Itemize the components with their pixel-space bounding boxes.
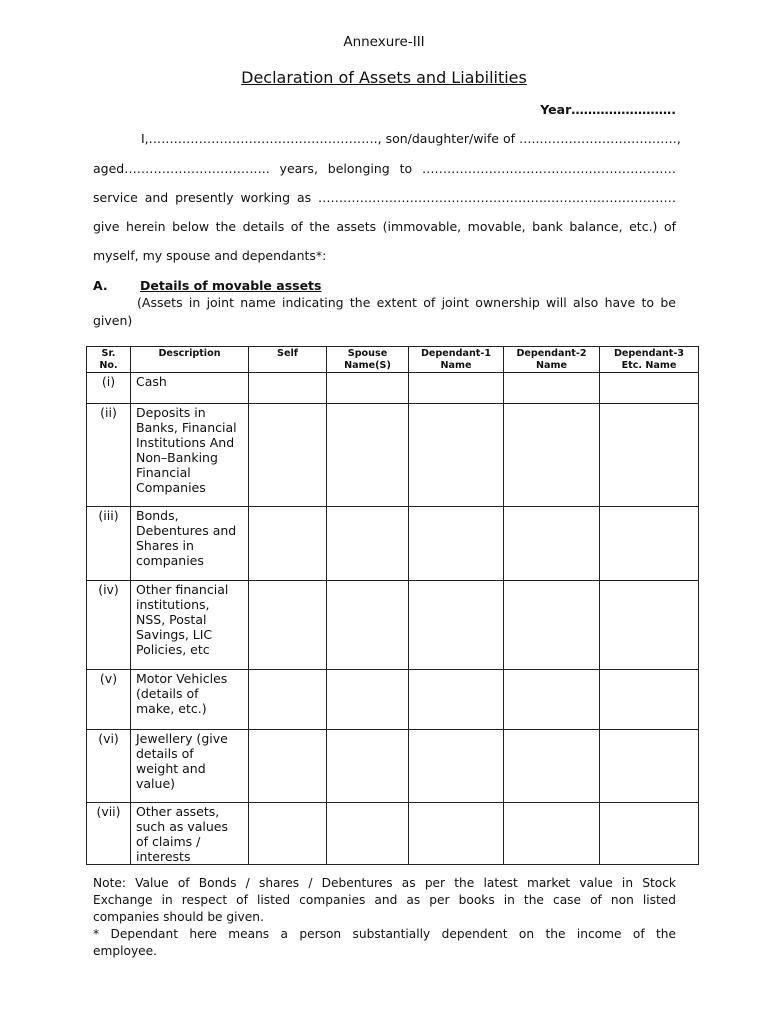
declaration-line-1: I,………………………………………………., son/daughter/wife of …..……………………………, xyxy=(141,131,681,146)
col-header-self: Self xyxy=(249,347,327,373)
dependant-1-cell[interactable] xyxy=(409,730,504,803)
dependant-2-cell[interactable] xyxy=(504,581,600,670)
footnote-line-5: employee. xyxy=(93,944,158,958)
dependant-2-cell[interactable] xyxy=(504,404,600,507)
col-header-sr-no: Sr. No. xyxy=(87,347,131,373)
self-cell[interactable] xyxy=(249,404,327,507)
dependant-1-cell[interactable] xyxy=(409,803,504,865)
row-sr-no: (ii) xyxy=(87,404,131,507)
spouse-cell[interactable] xyxy=(327,507,409,581)
col-header-spouse: Spouse Name(S) xyxy=(327,347,409,373)
spouse-cell[interactable] xyxy=(327,373,409,404)
dependant-1-cell[interactable] xyxy=(409,581,504,670)
year-field: Year……………………. xyxy=(540,102,676,117)
dependant-3-cell[interactable] xyxy=(600,730,699,803)
table-row xyxy=(87,507,699,581)
row-sr-no: (iii) xyxy=(87,507,131,581)
declaration-line-4: give herein below the details of the assets (immovable, movable, bank balance, etc.) of xyxy=(93,219,676,234)
spouse-cell[interactable] xyxy=(327,404,409,507)
declaration-line-5: myself, my spouse and dependants*: xyxy=(93,248,327,263)
dependant-3-cell[interactable] xyxy=(600,373,699,404)
dependant-2-cell[interactable] xyxy=(504,803,600,865)
dependant-1-cell[interactable] xyxy=(409,404,504,507)
row-sr-no: (v) xyxy=(87,670,131,730)
table-row xyxy=(87,803,699,865)
dependant-3-cell[interactable] xyxy=(600,803,699,865)
row-sr-no: (vi) xyxy=(87,730,131,803)
row-sr-no: (vii) xyxy=(87,803,131,865)
row-sr-no: (iv) xyxy=(87,581,131,670)
row-description: Bonds, Debentures and Shares in companies xyxy=(131,507,249,581)
spouse-cell[interactable] xyxy=(327,730,409,803)
dependant-2-cell[interactable] xyxy=(504,373,600,404)
footnote-line-4: * Dependant here means a person substantially dependent on the income of the xyxy=(93,927,676,941)
dependant-3-cell[interactable] xyxy=(600,670,699,730)
self-cell[interactable] xyxy=(249,581,327,670)
section-a-heading xyxy=(93,278,321,293)
dependant-1-cell[interactable] xyxy=(409,507,504,581)
row-description: Other financial institutions, NSS, Postal Savings, LIC Policies, etc xyxy=(131,581,249,670)
row-sr-no: (i) xyxy=(87,373,131,404)
col-header-dependant-3: Dependant-3 Etc. Name xyxy=(600,347,699,373)
self-cell[interactable] xyxy=(249,803,327,865)
row-description: Jewellery (give details of weight and value) xyxy=(131,730,249,803)
row-description: Other assets, such as values of claims / interests xyxy=(131,803,249,865)
footnote-line-3: companies should be given. xyxy=(93,910,264,924)
dependant-3-cell[interactable] xyxy=(600,404,699,507)
section-letter: A. xyxy=(93,278,108,293)
dependant-3-cell[interactable] xyxy=(600,507,699,581)
self-cell[interactable] xyxy=(249,670,327,730)
table-row xyxy=(87,730,699,803)
self-cell[interactable] xyxy=(249,730,327,803)
spouse-cell[interactable] xyxy=(327,670,409,730)
self-cell[interactable] xyxy=(249,373,327,404)
section-heading-text: Details of movable assets xyxy=(140,278,322,293)
dependant-2-cell[interactable] xyxy=(504,670,600,730)
row-description: Motor Vehicles (details of make, etc.) xyxy=(131,670,249,730)
col-header-description: Description xyxy=(131,347,249,373)
dependant-2-cell[interactable] xyxy=(504,730,600,803)
col-header-dependant-2: Dependant-2 Name xyxy=(504,347,600,373)
spouse-cell[interactable] xyxy=(327,803,409,865)
self-cell[interactable] xyxy=(249,507,327,581)
spouse-cell[interactable] xyxy=(327,581,409,670)
declaration-line-2: aged…………………………….. years, belonging to ………………………………….………………… xyxy=(93,161,676,176)
row-description: Deposits in Banks, Financial Institutions And Non–Banking Financial Companies xyxy=(131,404,249,507)
table-row xyxy=(87,581,699,670)
footnote-line-2: Exchange in respect of listed companies and as per books in the case of non listed xyxy=(93,893,676,907)
footnote-line-1: Note: Value of Bonds / shares / Debentures as per the latest market value in Stock xyxy=(93,876,676,890)
section-a-note-line-2: given) xyxy=(93,313,133,328)
page-title: Declaration of Assets and Liabilities xyxy=(241,68,527,87)
row-description: Cash xyxy=(131,373,249,404)
table-row xyxy=(87,404,699,507)
dependant-3-cell[interactable] xyxy=(600,581,699,670)
annexure-label: Annexure-III xyxy=(343,34,425,50)
dependant-1-cell[interactable] xyxy=(409,670,504,730)
table-header-row xyxy=(87,347,699,373)
dependant-1-cell[interactable] xyxy=(409,373,504,404)
movable-assets-table xyxy=(86,346,699,865)
col-header-dependant-1: Dependant-1 Name xyxy=(409,347,504,373)
table-row xyxy=(87,670,699,730)
table-row xyxy=(87,373,699,404)
declaration-line-3: service and presently working as ………………………………………………..………………………… xyxy=(93,190,676,205)
dependant-2-cell[interactable] xyxy=(504,507,600,581)
section-a-note-line-1: (Assets in joint name indicating the extent of joint ownership will also have to be xyxy=(93,295,676,310)
